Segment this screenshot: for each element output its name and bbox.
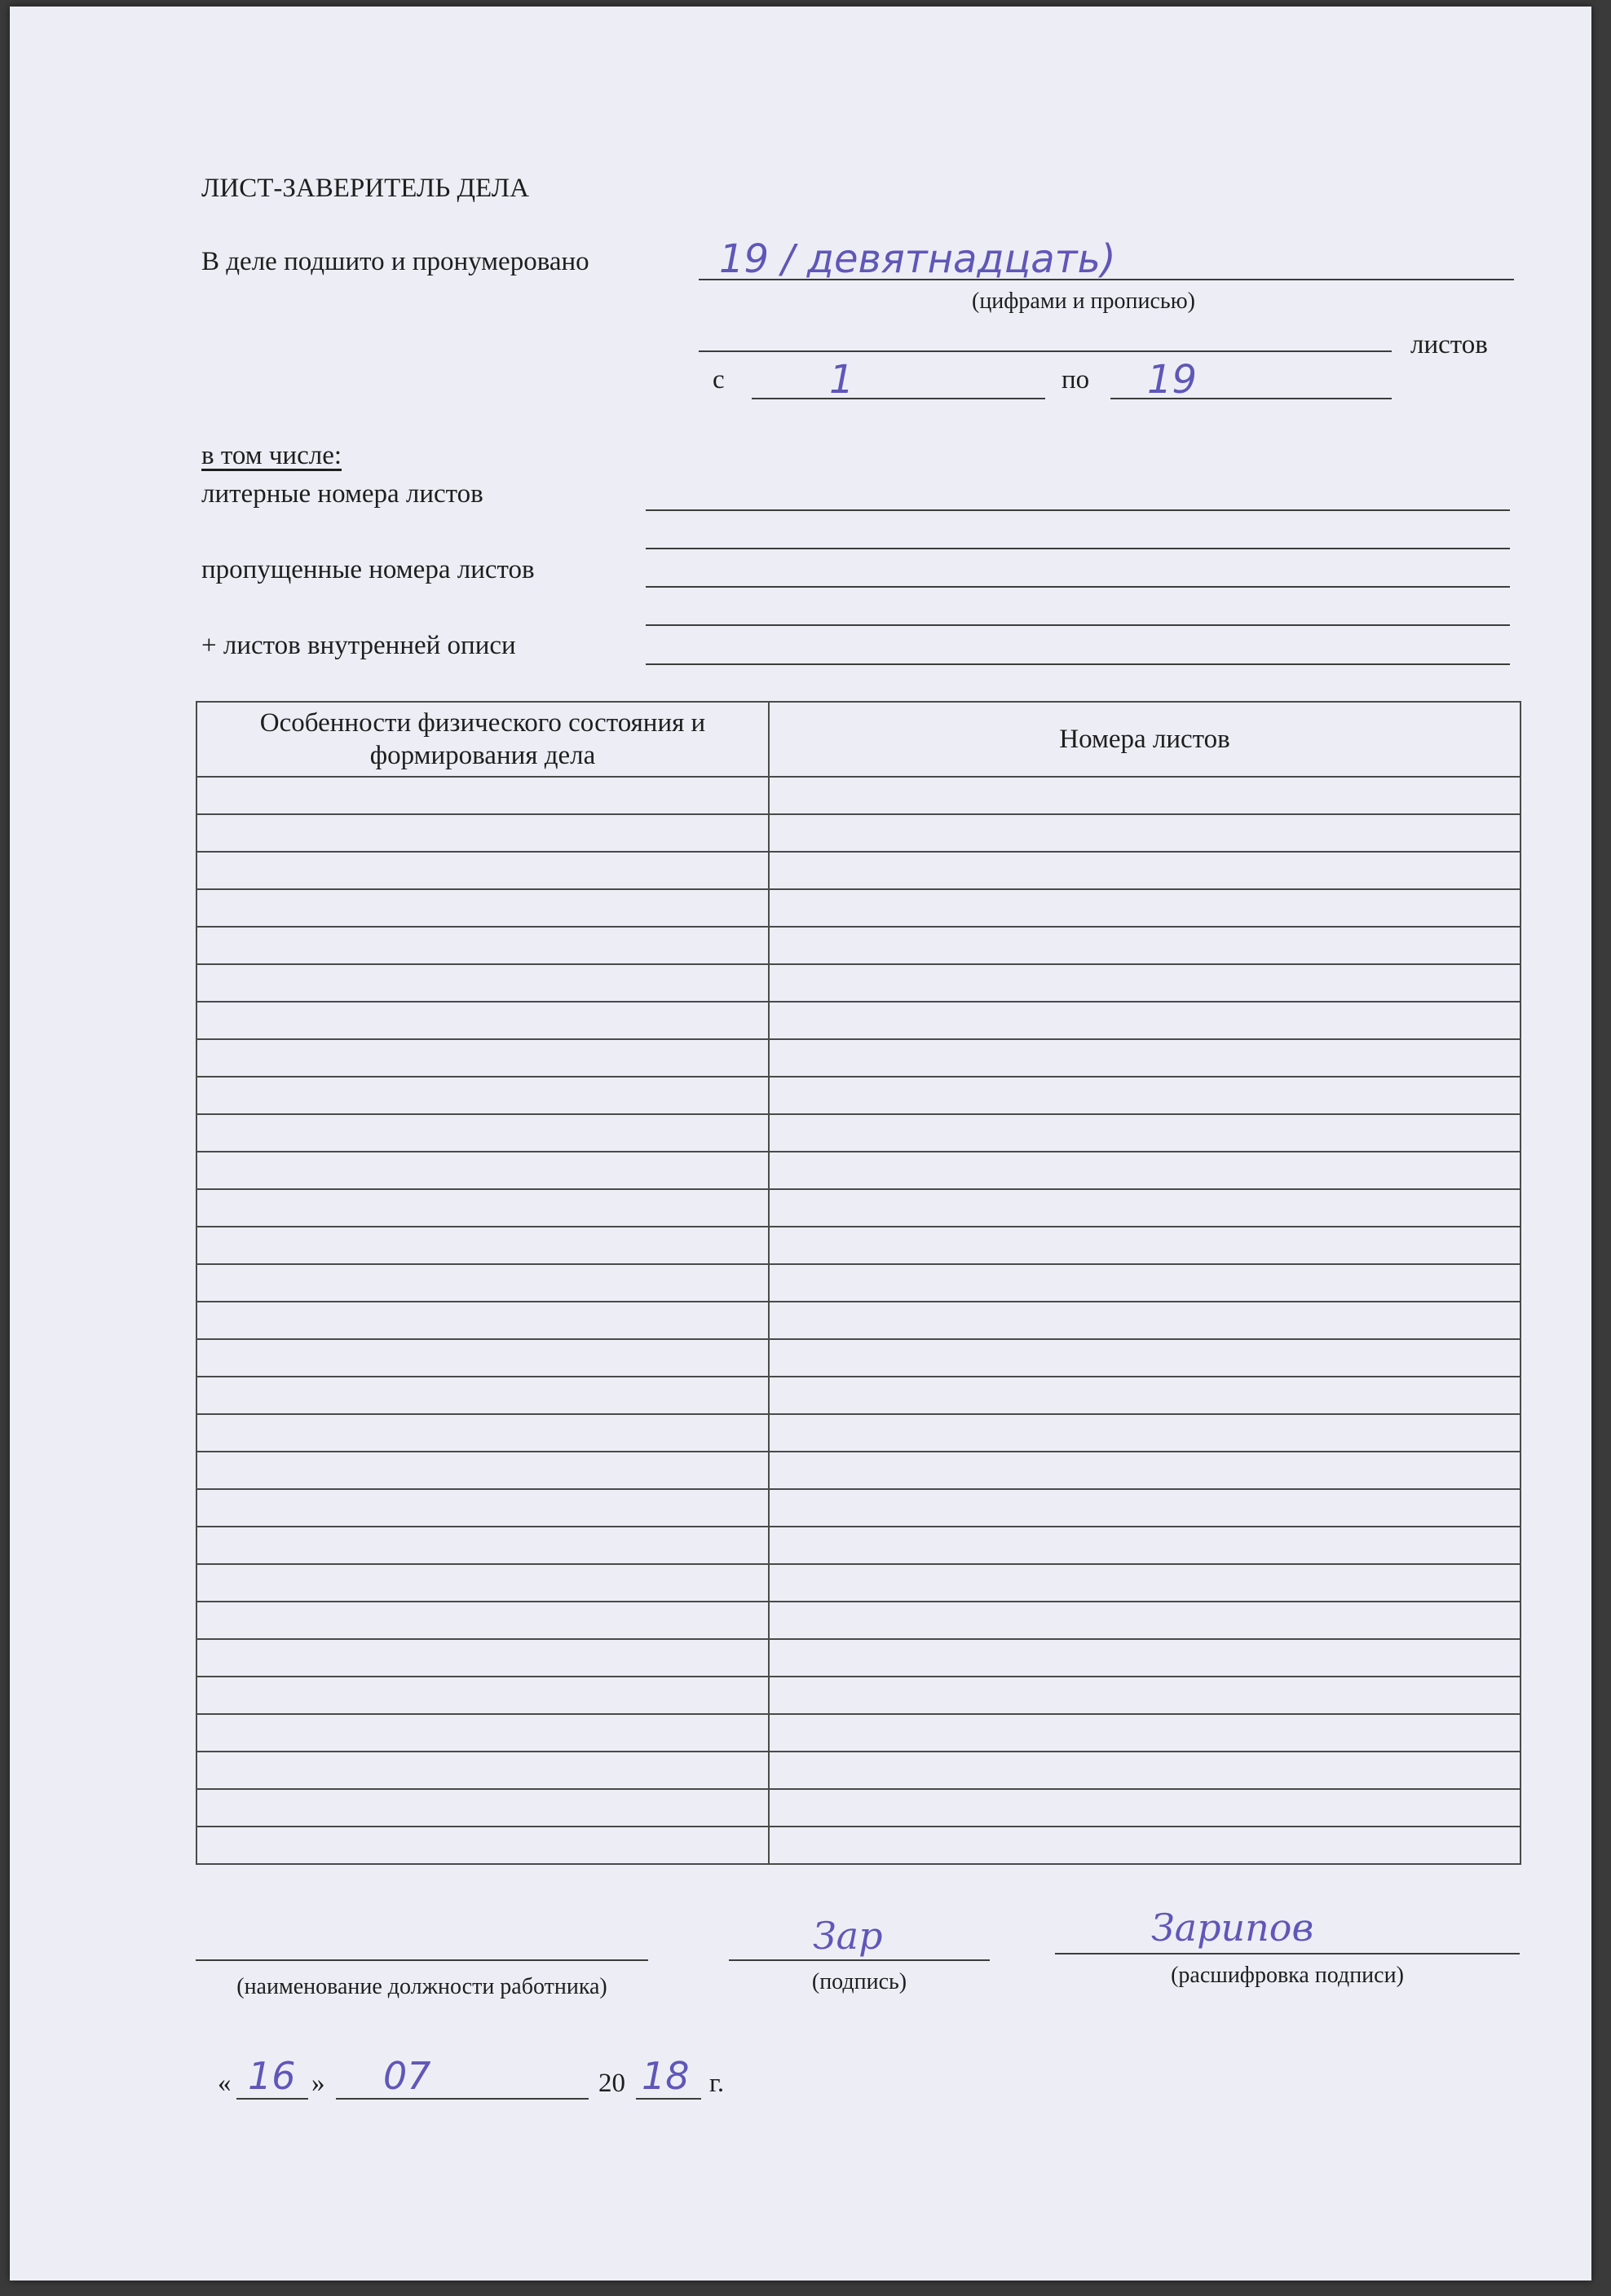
pages-cell bbox=[769, 1039, 1521, 1077]
condition-cell bbox=[196, 889, 769, 927]
pages-cell bbox=[769, 1189, 1521, 1227]
table-row bbox=[196, 1827, 1521, 1864]
count-hint: (цифрами и прописью) bbox=[972, 289, 1195, 314]
pages-cell bbox=[769, 1452, 1521, 1489]
range-from-value: 1 bbox=[829, 357, 854, 403]
table-row bbox=[196, 1227, 1521, 1264]
condition-cell bbox=[196, 1227, 769, 1264]
condition-cell bbox=[196, 777, 769, 814]
table-row bbox=[196, 889, 1521, 927]
condition-cell bbox=[196, 1339, 769, 1377]
decoding-line bbox=[1055, 1953, 1520, 1954]
pages-cell bbox=[769, 1302, 1521, 1339]
pages-cell bbox=[769, 889, 1521, 927]
table-body bbox=[196, 777, 1521, 1864]
table-row bbox=[196, 1752, 1521, 1789]
table-row bbox=[196, 1302, 1521, 1339]
certification-sheet bbox=[10, 7, 1591, 2281]
pages-cell bbox=[769, 814, 1521, 852]
pages-cell bbox=[769, 1564, 1521, 1602]
date-year-prefix: 20 bbox=[598, 2069, 625, 2098]
table-row bbox=[196, 1039, 1521, 1077]
condition-cell bbox=[196, 1564, 769, 1602]
condition-cell bbox=[196, 1152, 769, 1189]
date-day-line bbox=[236, 2098, 308, 2100]
condition-cell bbox=[196, 1789, 769, 1827]
table-row bbox=[196, 1564, 1521, 1602]
condition-cell bbox=[196, 1264, 769, 1302]
condition-table bbox=[196, 701, 1521, 1865]
pages-cell bbox=[769, 1114, 1521, 1152]
pages-cell bbox=[769, 1677, 1521, 1714]
condition-cell bbox=[196, 852, 769, 889]
condition-cell bbox=[196, 1639, 769, 1677]
condition-cell bbox=[196, 1189, 769, 1227]
condition-cell bbox=[196, 1714, 769, 1752]
pages-cell bbox=[769, 1414, 1521, 1452]
pages-cell bbox=[769, 852, 1521, 889]
condition-cell bbox=[196, 1752, 769, 1789]
position-line bbox=[196, 1959, 648, 1961]
condition-cell bbox=[196, 1602, 769, 1639]
decoding-value: Зарипов bbox=[1151, 1906, 1314, 1950]
pages-cell bbox=[769, 1264, 1521, 1302]
missing-pages-label: пропущенные номера листов bbox=[201, 555, 535, 584]
signature-value: Зар bbox=[813, 1914, 883, 1958]
table-row bbox=[196, 964, 1521, 1002]
including-heading: в том числе: bbox=[201, 441, 342, 470]
signature-line bbox=[729, 1959, 990, 1961]
date-year-suffix: 18 bbox=[642, 2054, 690, 2098]
condition-cell bbox=[196, 1039, 769, 1077]
count-underline-2 bbox=[699, 350, 1392, 352]
range-from-label: с bbox=[713, 365, 725, 394]
table-row bbox=[196, 1002, 1521, 1039]
signature-caption: (подпись) bbox=[811, 1969, 907, 1994]
condition-cell bbox=[196, 814, 769, 852]
condition-cell bbox=[196, 1002, 769, 1039]
pages-cell bbox=[769, 1077, 1521, 1114]
inventory-pages-line bbox=[646, 663, 1510, 665]
pages-cell bbox=[769, 1752, 1521, 1789]
pages-cell bbox=[769, 1714, 1521, 1752]
missing-pages-line-2 bbox=[646, 624, 1510, 626]
pages-cell bbox=[769, 1152, 1521, 1189]
table-row bbox=[196, 1414, 1521, 1452]
position-caption: (наименование должности работника) bbox=[236, 1974, 607, 1999]
condition-cell bbox=[196, 1677, 769, 1714]
date-year-line bbox=[636, 2098, 701, 2100]
table-row bbox=[196, 1114, 1521, 1152]
table-row bbox=[196, 1714, 1521, 1752]
table-row bbox=[196, 1527, 1521, 1564]
date-month: 07 bbox=[383, 2054, 431, 2098]
condition-cell bbox=[196, 1377, 769, 1414]
table-row bbox=[196, 1189, 1521, 1227]
count-handwritten-value: 19 / девятнадцать) bbox=[719, 236, 1116, 282]
letter-pages-label: литерные номера листов bbox=[201, 479, 483, 509]
table-header-pages: Номера листов bbox=[769, 702, 1521, 777]
condition-cell bbox=[196, 1827, 769, 1864]
table-row bbox=[196, 927, 1521, 964]
table-row bbox=[196, 814, 1521, 852]
pages-cell bbox=[769, 777, 1521, 814]
table-row bbox=[196, 1789, 1521, 1827]
table-row bbox=[196, 1677, 1521, 1714]
pages-cell bbox=[769, 1639, 1521, 1677]
table-header-row bbox=[196, 702, 1521, 777]
table-row bbox=[196, 1339, 1521, 1377]
pages-cell bbox=[769, 1602, 1521, 1639]
missing-pages-line bbox=[646, 586, 1510, 588]
pages-cell bbox=[769, 1827, 1521, 1864]
pages-cell bbox=[769, 1527, 1521, 1564]
table-header-condition: Особенности физического состояния и формирования дела bbox=[196, 702, 769, 777]
table-row bbox=[196, 1152, 1521, 1189]
date-year-mark: г. bbox=[709, 2069, 725, 2098]
pages-suffix: листов bbox=[1410, 330, 1488, 359]
date-close-quote: » bbox=[311, 2069, 325, 2098]
date-open-quote: « bbox=[218, 2069, 232, 2098]
pages-cell bbox=[769, 1002, 1521, 1039]
table-row bbox=[196, 1377, 1521, 1414]
pages-cell bbox=[769, 964, 1521, 1002]
table-row bbox=[196, 852, 1521, 889]
table-row bbox=[196, 1602, 1521, 1639]
pages-cell bbox=[769, 1339, 1521, 1377]
pages-cell bbox=[769, 1227, 1521, 1264]
table-row bbox=[196, 1639, 1521, 1677]
condition-cell bbox=[196, 1527, 769, 1564]
table-row bbox=[196, 1489, 1521, 1527]
condition-cell bbox=[196, 1489, 769, 1527]
range-to-label: по bbox=[1061, 365, 1090, 394]
letter-pages-line bbox=[646, 509, 1510, 511]
count-label: В деле подшито и пронумеровано bbox=[201, 247, 589, 276]
condition-cell bbox=[196, 1077, 769, 1114]
range-to-value: 19 bbox=[1147, 357, 1198, 403]
condition-cell bbox=[196, 1114, 769, 1152]
condition-cell bbox=[196, 1414, 769, 1452]
date-month-line bbox=[336, 2098, 589, 2100]
table-row bbox=[196, 1264, 1521, 1302]
condition-cell bbox=[196, 1452, 769, 1489]
condition-cell bbox=[196, 927, 769, 964]
letter-pages-line-2 bbox=[646, 548, 1510, 549]
pages-cell bbox=[769, 1789, 1521, 1827]
condition-cell bbox=[196, 964, 769, 1002]
decoding-caption: (расшифровка подписи) bbox=[1171, 1963, 1404, 1988]
table-row bbox=[196, 1077, 1521, 1114]
pages-cell bbox=[769, 1377, 1521, 1414]
pages-cell bbox=[769, 1489, 1521, 1527]
date-day: 16 bbox=[248, 2054, 296, 2098]
table-row bbox=[196, 1452, 1521, 1489]
inventory-pages-label: + листов внутренней описи bbox=[201, 631, 516, 660]
document-title: ЛИСТ-ЗАВЕРИТЕЛЬ ДЕЛА bbox=[201, 174, 529, 203]
pages-cell bbox=[769, 927, 1521, 964]
condition-cell bbox=[196, 1302, 769, 1339]
range-from-underline bbox=[752, 398, 1045, 399]
table-row bbox=[196, 777, 1521, 814]
